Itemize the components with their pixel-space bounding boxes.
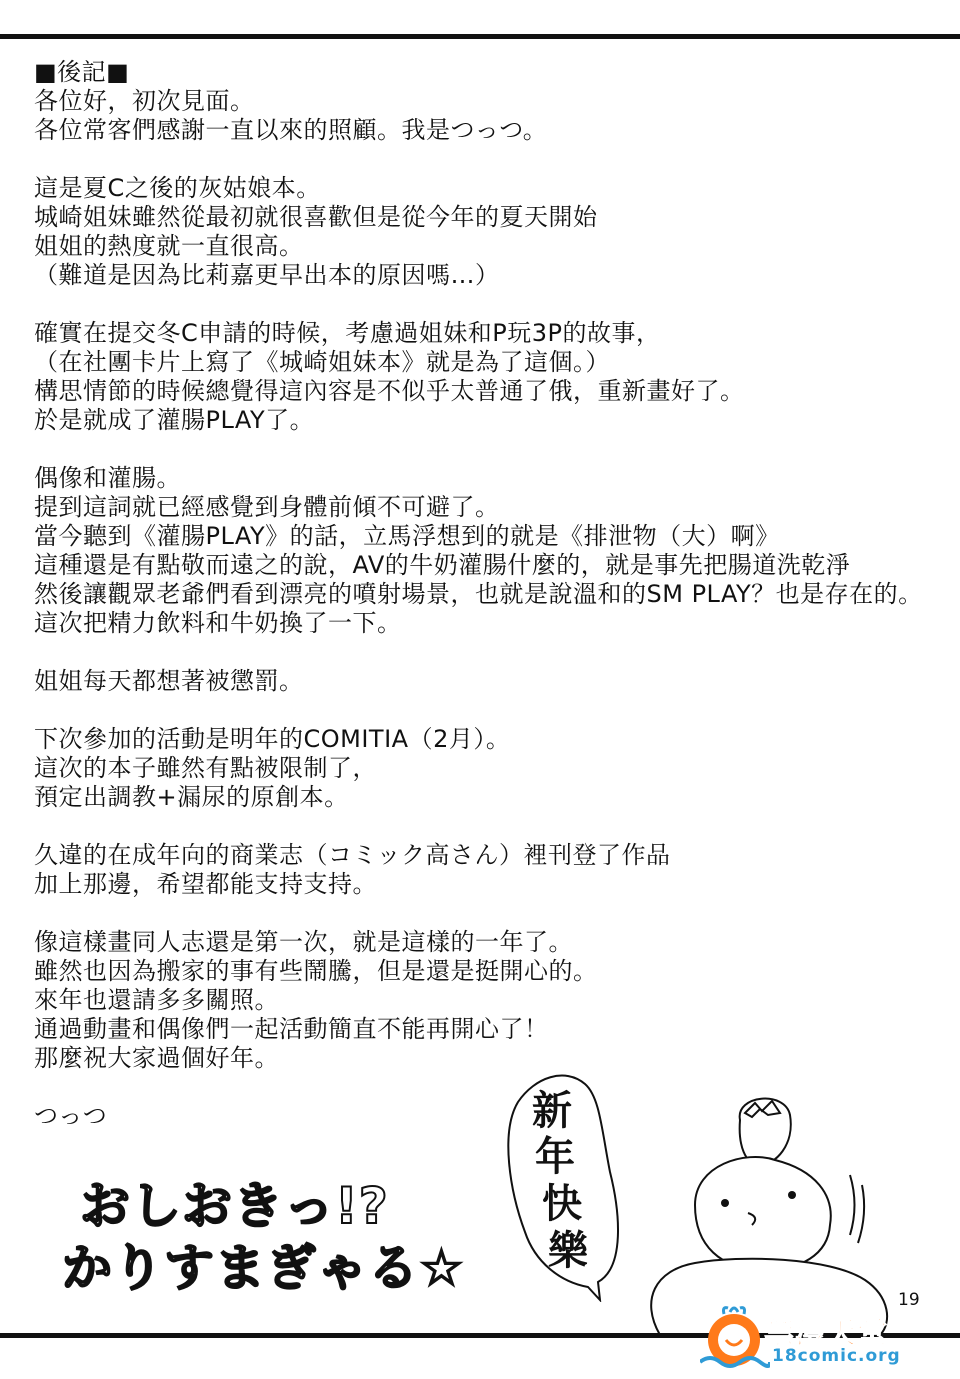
bubble-char-1: 新 (532, 1088, 572, 1134)
snowman-head (695, 1157, 831, 1270)
right-eye (788, 1191, 796, 1199)
watermark-name: 禁漫天堂 (764, 1316, 888, 1351)
afterword-line: 構思情節的時候總覺得這內容是不似乎太普通了俄，重新畫好了。 (34, 377, 745, 405)
afterword-line: 偶像和灌腸。 (34, 464, 181, 492)
speech-bubble (490, 1062, 640, 1302)
paragraph-gap (34, 812, 934, 841)
afterword-line: 那麼祝大家過個好年。 (34, 1044, 279, 1072)
afterword-line: 這種還是有點敬而遠之的說，AV的牛奶灌腸什麼的，就是事先把腸道洗乾淨 (34, 551, 851, 579)
afterword-line: 各位好，初次見面。 (34, 87, 255, 115)
bubble-char-2: 年 (535, 1134, 575, 1180)
afterword-line: つっつ (34, 1102, 108, 1130)
bubble-char-3: 快 (542, 1181, 582, 1227)
title-line-2: かりすまぎゃる☆ (62, 1239, 465, 1297)
afterword-body (34, 87, 934, 1131)
afterword-line: 這次把精力飲料和牛奶換了一下。 (34, 609, 402, 637)
afterword-line: 城崎姐妹雖然從最初就很喜歡但是從今年的夏天開始 (34, 203, 598, 231)
afterword-line: 確實在提交冬C申請的時候，考慮過姐妹和P玩3P的故事， (34, 319, 661, 347)
afterword-line: 姐姐的熱度就一直很高。 (34, 232, 304, 260)
afterword-line: 下次參加的活動是明年的COMITIA（2月）。 (34, 725, 511, 753)
top-border-rule (0, 34, 960, 39)
afterword-line: （在社團卡片上寫了《城崎姐妹本》就是為了這個。） (34, 348, 610, 376)
snowman-illustration (600, 1085, 920, 1335)
afterword-line: 於是就成了灌腸PLAY了。 (34, 406, 315, 434)
page-number: 19 (898, 1290, 920, 1310)
afterword-line: 久違的在成年向的商業志（コミック高さん）裡刊登了作品 (34, 841, 671, 869)
paragraph-gap (34, 899, 934, 928)
afterword-line: 這次的本子雖然有點被限制了， (34, 754, 377, 782)
paragraph-gap (34, 638, 934, 667)
title-logo (62, 1175, 465, 1299)
motion-lines (850, 1175, 864, 1243)
paragraph-gap (34, 290, 934, 319)
afterword-line: 然後讓觀眾老爺們看到漂亮的噴射場景，也就是說溫和的SM PLAY？也是存在的。 (34, 580, 923, 608)
afterword-line: 這是夏C之後的灰姑娘本。 (34, 174, 321, 202)
title-line-1: おしおきっ!? (80, 1177, 389, 1235)
watermark-url: 18comic.org (772, 1346, 901, 1366)
afterword-line: 當今聽到《灌腸PLAY》的話，立馬浮想到的就是《排泄物（大）啊》 (34, 522, 780, 550)
afterword-heading: ■後記■ (34, 58, 130, 86)
paragraph-gap (34, 145, 934, 174)
bubble-char-4: 樂 (548, 1228, 588, 1274)
left-eye (721, 1199, 729, 1207)
paragraph-gap (34, 435, 934, 464)
afterword-line: 雖然也因為搬家的事有些鬧騰，但是還是挺開心的。 (34, 957, 598, 985)
afterword-line: 像這樣畫同人志還是第一次，就是這樣的一年了。 (34, 928, 573, 956)
watermark (700, 1300, 950, 1374)
paragraph-gap (34, 696, 934, 725)
afterword-line: 各位常客們感謝一直以來的照顧。我是つっつ。 (34, 116, 548, 144)
afterword-line: 來年也還請多多關照。 (34, 986, 279, 1014)
afterword-line: 提到這詞就已經感覺到身體前傾不可避了。 (34, 493, 500, 521)
afterword-line: 預定出調教+漏尿的原創本。 (34, 783, 349, 811)
afterword-text-block (34, 58, 934, 1131)
whale-logo-icon (700, 1304, 770, 1370)
afterword-line: （難道是因為比莉嘉更早出本的原因嗎…） (34, 261, 500, 289)
afterword-line: 通過動畫和偶像們一起活動簡直不能再開心了！ (34, 1015, 549, 1043)
afterword-line: 姐姐每天都想著被懲罰。 (34, 667, 304, 695)
afterword-line: 加上那邊，希望都能支持支持。 (34, 870, 377, 898)
